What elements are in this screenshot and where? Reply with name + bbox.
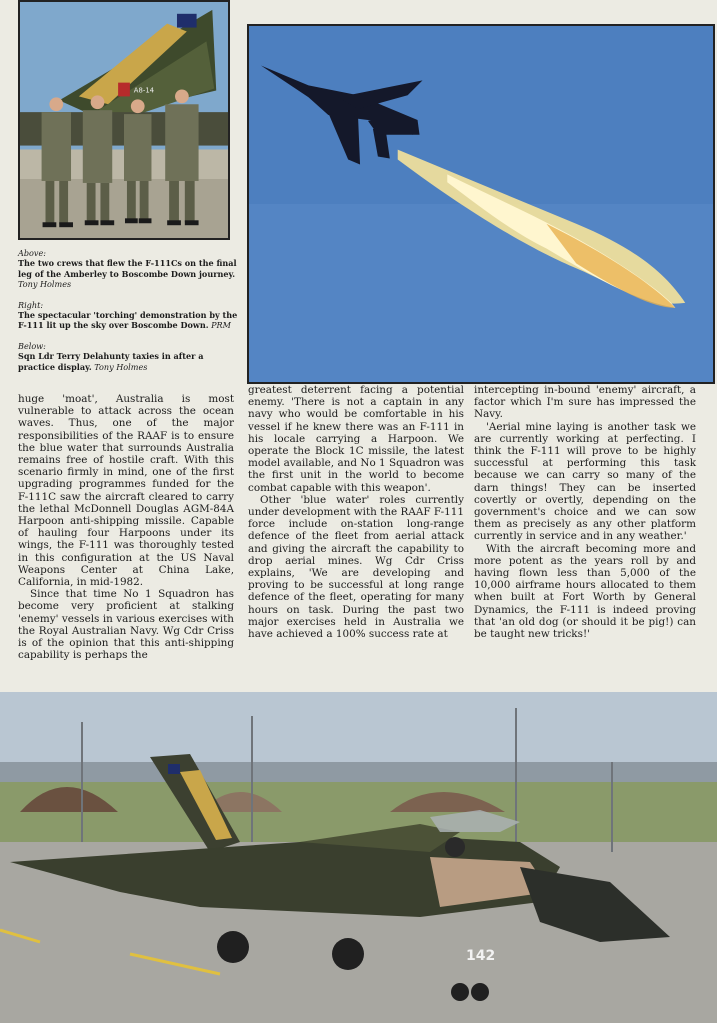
crew-photo-image [20,2,228,238]
caption-label: Right: [18,299,44,310]
caption-credit: PRM [211,320,231,331]
taxi-photo-image [0,692,717,1023]
paragraph: With the aircraft becoming more and more potent as the years roll by and having flown less than 5,000 of the 10,000 airframe hours allocated to them when built at Fort Worth by General Dynamics, the F-111 is indeed proving that 'an old dog (or should it be pig!) can be taught new tricks!' [474,542,696,641]
paragraph: Other 'blue water' roles currently under development with the RAAF F-111 force include on-station long-range defence of the fleet from aerial attack and giving the aircraft the capability to drop aerial mines. Wg Cdr Criss explains, 'We are developing and proving to be successful at long range defence of the fleet, operating for many hours on task. During the past two major exercises held in Australia we have achieved a 100% success rate at [248,493,464,641]
caption-text: The spectacular 'torching' demonstration by the F-111 lit up the sky over Boscombe Down. [18,310,238,331]
caption-label: Below: [18,340,46,351]
caption-right [18,300,240,331]
text-column-1 [18,393,234,661]
paragraph: Since that time No 1 Squadron has become very proficient at stalking 'enemy' vessels in various exercises with the Royal Australian Navy. Wg Cdr Criss is of the opinion that this anti-shipping capability is perhaps the [18,588,234,662]
taxi-photo [0,692,717,1023]
caption-above [18,248,240,290]
paragraph: greatest deterrent facing a potential enemy. 'There is not a captain in any navy who would be comfortable in his vessel if he knew there was an F-111 in his locale carrying a Harpoon. We operate the Block 1C missile, the latest model available, and No 1 Squadron was the first unit in the world to become combat capable with this weapon'. [248,384,464,494]
torching-photo [247,24,715,384]
paragraph: 'Aerial mine laying is another task we are currently working at perfecting. I think the F-111 will prove to be highly successful at performing this task because we can carry so many of the darn things! They can be inserted covertly or overtly, depending on the government's choice and we can sow them as precisely as any other platform currently in service and in any weather.' [474,420,696,543]
paragraph: huge 'moat', Australia is most vulnerable to attack across the ocean waves. Thus, one of the major responsibilities of the RAAF is to ensure the blue water that surrounds Australia remains free of hostile craft. With this scenario firmly in mind, one of the first upgrading programmes funded for the F-111C saw the aircraft cleared to carry the lethal McDonnell Douglas AGM-84A Harpoon anti-shipping missile. Capable of hauling four Harpoons under its wings, the F-111 was thoroughly tested in this configuration at the US Naval Weapons Center at China Lake, California, in mid-1982. [18,393,234,589]
caption-below [18,341,240,372]
paragraph: intercepting in-bound 'enemy' aircraft, a factor which I'm sure has impressed the Navy. [474,384,696,421]
text-column-3 [474,384,696,640]
caption-credit: Tony Holmes [94,361,148,372]
nose-number: 142 [466,948,496,964]
text-column-2 [248,384,464,640]
caption-text: The two crews that flew the F-111Cs on the final leg of the Amberley to Boscombe Down journey. [18,258,237,279]
caption-label: Above: [18,248,46,258]
caption-text: Sqn Ldr Terry Delahunty taxies in after a practice display. [18,351,204,372]
tail-code: A8-14 [133,86,155,95]
torching-photo-image [249,26,713,382]
crew-photo [18,0,230,240]
caption-block [18,248,240,382]
caption-credit: Tony Holmes [18,279,72,290]
